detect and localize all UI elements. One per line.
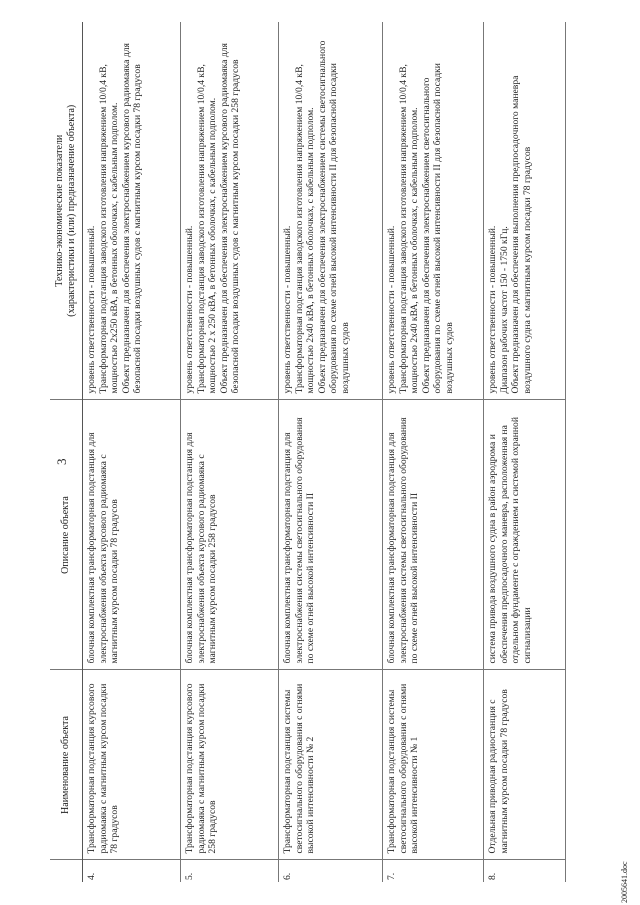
- indicator-line: Трансформаторная подстанция заводского изготовления напряжением 10/0,4 кВ, мощностью 2х40 кВА, в бетонных оболочках, с кабельным подполом.: [397, 64, 420, 394]
- objects-table: [50, 22, 566, 882]
- object-name: Отдельная приводная радиостанция с магнитным курсом посадки 78 градусов: [484, 670, 566, 860]
- table-row: [279, 22, 383, 882]
- object-description: блочная комплектная трансформаторная подстанция для электроснабжения объекта курсового радиомаяка с магнитным курсом посадки 258 градусов: [181, 400, 279, 670]
- object-indicators: [279, 22, 383, 400]
- object-description: система привода воздушного судна в район аэродрома и обеспечения предпосадочного маневра, расположенная на отдельном фундаменте с ограждением и системой охранной сигнализации: [484, 400, 566, 670]
- table-header-row: [50, 22, 83, 882]
- indicator-line: Объект предназначен для обеспечения электроснабжением курсового радиомаяка для безопасной посадки воздушных судов с магнитным курсом посадки 258 градусов: [218, 43, 241, 394]
- header-indicators-title: Технико-экономические показатели: [54, 134, 65, 287]
- object-description: блочная комплектная трансформаторная подстанция для электроснабжения объекта курсового радиомаяка с магнитным курсом посадки 78 градусов: [83, 400, 181, 670]
- object-name: Трансформаторная подстанция системы светосигнального оборудования с огнями высокой интенсивности № 2: [279, 670, 383, 860]
- object-indicators: [181, 22, 279, 400]
- object-indicators: [484, 22, 566, 400]
- object-name: Трансформаторная подстанция системы светосигнального оборудования с огнями высокой интенсивности № 1: [383, 670, 484, 860]
- header-number: [50, 860, 83, 882]
- header-name: Наименование объекта: [50, 670, 83, 860]
- object-description: блочная комплектная трансформаторная подстанция для электроснабжения системы светосигнального оборудования по схеме огней высокой интенсивности II: [279, 400, 383, 670]
- row-number: 4.: [83, 860, 181, 882]
- indicator-line: уровень ответственности - повышенный.: [386, 225, 397, 394]
- table-row: [83, 22, 181, 882]
- indicator-line: Трансформаторная подстанция заводского изготовления напряжением 10/0,4 кВ, мощностью 2х40 кВА, в бетонных оболочках, с кабельным подполом.: [293, 64, 316, 394]
- header-description: Описание объекта: [50, 400, 83, 670]
- indicator-line: Трансформаторная подстанция заводского изготовления напряжением 10/0,4 кВ, мощностью 2 х 250 кВА, в бетонных оболочках, с кабельным подполом.: [195, 64, 218, 394]
- row-number: 5.: [181, 860, 279, 882]
- indicator-line: Трансформаторная подстанция заводского изготовления напряжением 10/0,4 кВ, мощностью 2х250 кВА, в бетонных оболочках, с кабельным подполом.: [97, 64, 120, 394]
- indicator-line: Диапазон рабочих частот 150 - 1750 кГц.: [498, 226, 510, 394]
- object-indicators: [383, 22, 484, 400]
- object-name: Трансформаторная подстанция курсового радиомаяка с магнитным курсом посадки 78 градусов: [83, 670, 181, 860]
- page-number: 3: [54, 458, 69, 465]
- indicator-line: уровень ответственности - повышенный.: [184, 225, 195, 394]
- indicator-line: уровень ответственности - повышенный.: [86, 225, 97, 394]
- indicator-line: Объект предназначен для обеспечения электроснабжением светосигнального оборудования по схеме огней высокой интенсивности II для безопасной посадки воздушных судов: [420, 63, 455, 394]
- object-indicators: [83, 22, 181, 400]
- object-name: Трансформаторная подстанция курсового радиомаяка с магнитным курсом посадки 258 градусов: [181, 670, 279, 860]
- header-indicators-subtitle: (характеристики и (или) предназначение объекта): [66, 104, 77, 317]
- row-number: 6.: [279, 860, 383, 882]
- footer-filename: 2005641.doc: [620, 861, 629, 903]
- header-indicators: [50, 22, 83, 400]
- indicator-line: уровень ответственности - повышенный.: [282, 225, 293, 394]
- table-row: [383, 22, 484, 882]
- indicator-line: Объект предназначен для обеспечения электроснабжением курсового радиомаяка для безопасной посадки воздушных судов с магнитным курсом посадки 78 градусов: [120, 43, 143, 394]
- object-description: блочная комплектная трансформаторная подстанция для электроснабжения системы светосигнального оборудования по схеме огней высокой интенсивности II: [383, 400, 484, 670]
- indicator-line: Объект предназначен для обеспечения электроснабжением системы светосигнального оборудования по схеме огней высокой интенсивности II для безопасной посадки воздушных судов: [316, 40, 351, 394]
- table-row: [181, 22, 279, 882]
- indicator-line: уровень ответственности - повышенный.: [487, 225, 498, 394]
- indicator-line: Объект предназначен для обеспечения выполнения предпосадочного маневра воздушного судна с магнитным курсом посадки 78 градусов: [510, 75, 533, 394]
- row-number: 8.: [484, 860, 566, 882]
- row-number: 7.: [383, 860, 484, 882]
- table-row: [484, 22, 566, 882]
